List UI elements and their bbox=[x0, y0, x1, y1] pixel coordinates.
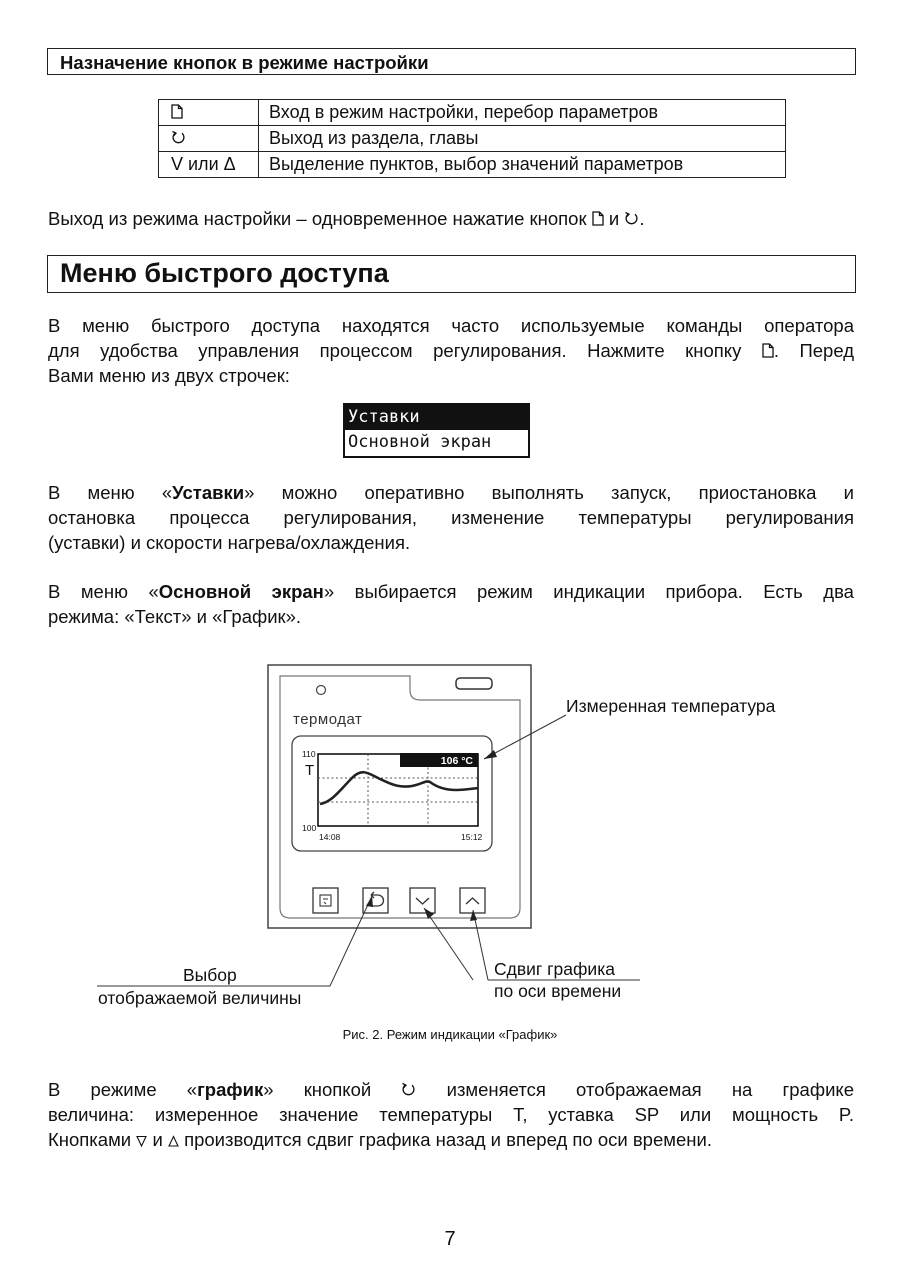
key-description: Вход в режим настройки, перебор параметров bbox=[259, 100, 786, 126]
label-measured-temperature: Измеренная температура bbox=[566, 696, 776, 716]
page-icon bbox=[171, 104, 183, 119]
device-brand: термодат bbox=[293, 711, 363, 728]
delta-icon bbox=[168, 1135, 179, 1147]
quick-menu-header bbox=[47, 255, 856, 293]
return-icon bbox=[624, 211, 639, 226]
table-row bbox=[159, 100, 786, 126]
y-axis-bottom: 100 bbox=[302, 823, 317, 833]
label-shift-line1: Сдвиг графика bbox=[494, 959, 615, 979]
figure-caption: Рис. 2. Режим индикации «График» bbox=[342, 1027, 558, 1042]
device-button-up[interactable] bbox=[460, 888, 485, 913]
page-number: 7 bbox=[444, 1228, 456, 1250]
return-icon bbox=[401, 1082, 416, 1097]
key-description: Выход из раздела, главы bbox=[259, 126, 786, 152]
quick-menu-title: Меню быстрого доступа bbox=[60, 258, 389, 288]
nabla-icon bbox=[136, 1135, 147, 1147]
key-description: Выделение пунктов, выбор значений параметров bbox=[259, 152, 786, 178]
setpoints-paragraph: В меню «Уставки» можно оперативно выполнять запуск, приостановка и остановка процесса регулирования, изменение температуры регулирования (уставки) и скорости нагрева/охлаждения. bbox=[48, 482, 854, 553]
key-cell bbox=[159, 126, 259, 152]
label-select-line1: Выбор bbox=[183, 965, 237, 985]
exit-note: Выход из режима настройки – одновременное нажатие кнопок и . bbox=[48, 208, 645, 229]
x-axis-end: 15:12 bbox=[461, 832, 483, 842]
lcd-menu bbox=[343, 403, 530, 458]
label-select-line2: отображаемой величины bbox=[98, 988, 302, 1008]
key-cell: V или Δ bbox=[159, 152, 259, 178]
key-cell bbox=[159, 100, 259, 126]
lcd-menu-item-setpoints: Уставки bbox=[345, 405, 528, 430]
x-axis-start: 14:08 bbox=[319, 832, 341, 842]
device-button-return[interactable] bbox=[363, 888, 388, 913]
graph-mode-paragraph: В режиме «график» кнопкой изменяется отображаемая на графике величина: измеренное значение температуры T, уставка SP или мощность P. Кнопками и производится сдвиг графика назад и вперед по оси времени. bbox=[48, 1079, 854, 1150]
table-row bbox=[159, 152, 786, 178]
label-shift-line2: по оси времени bbox=[494, 981, 622, 1001]
table-row bbox=[159, 126, 786, 152]
return-icon bbox=[171, 130, 186, 145]
settings-section-title: Назначение кнопок в режиме настройки bbox=[60, 52, 429, 73]
quick-menu-intro: В меню быстрого доступа находятся часто используемые команды оператора для удобства управления процессом регулирования. Нажмите кнопку . Перед Вами меню из двух строчек: bbox=[48, 315, 855, 386]
value-badge-text: 106 °C bbox=[440, 755, 473, 767]
device-button-menu[interactable] bbox=[313, 888, 338, 913]
lcd-menu-item-main-screen: Основной экран bbox=[348, 432, 492, 452]
page-icon bbox=[762, 343, 774, 358]
main-screen-paragraph: В меню «Основной экран» выбирается режим индикации прибора. Есть два режима: «Текст» и «График». bbox=[48, 581, 854, 627]
y-axis-symbol: T bbox=[305, 762, 315, 779]
settings-section-header bbox=[47, 48, 856, 75]
y-axis-top: 110 bbox=[302, 749, 316, 759]
page-icon bbox=[592, 211, 604, 226]
device-button-down[interactable] bbox=[410, 888, 435, 913]
buttons-table bbox=[158, 99, 786, 178]
